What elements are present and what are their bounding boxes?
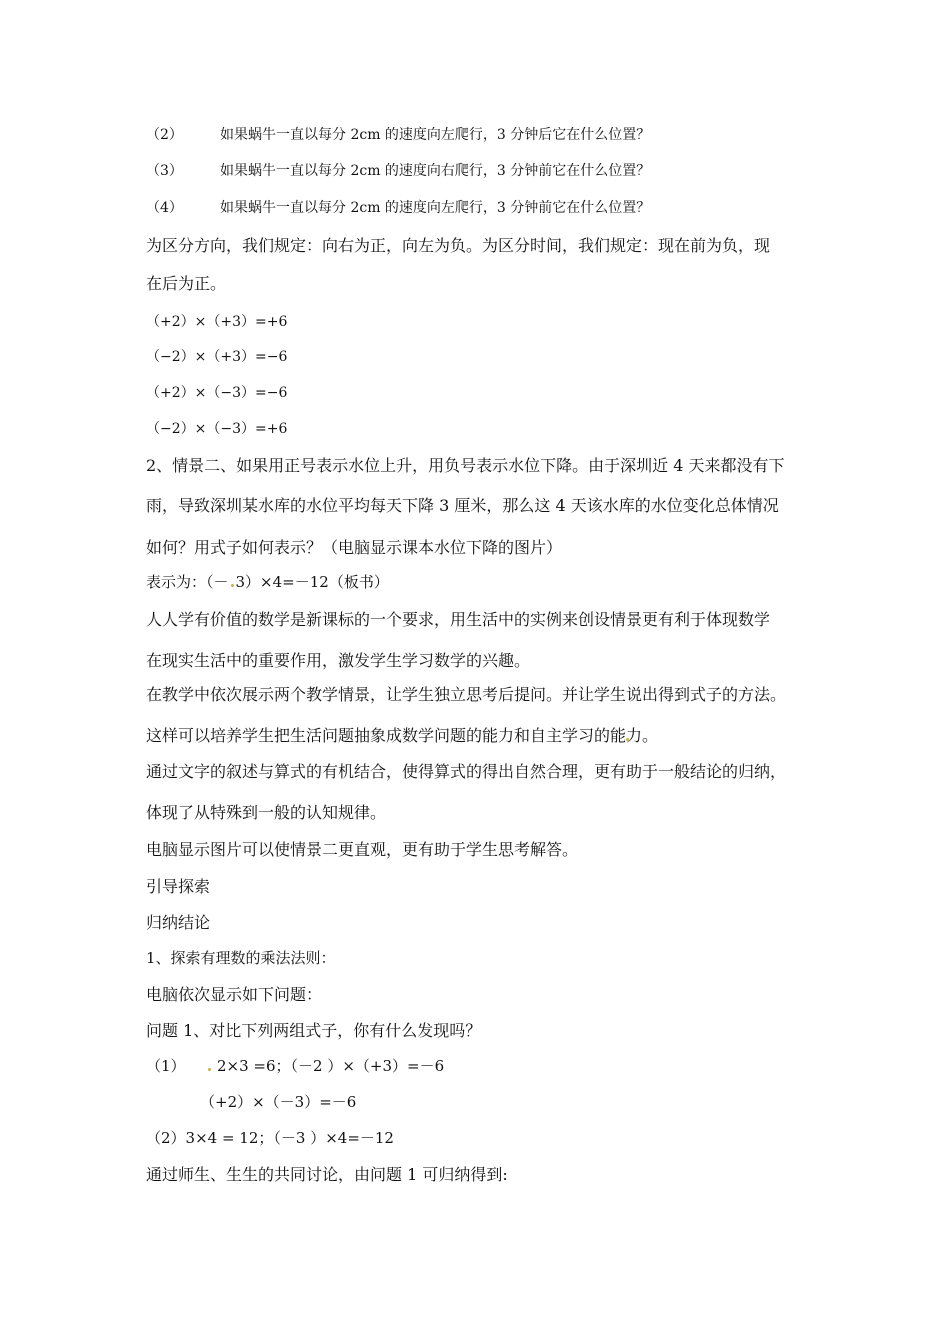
question-4-text: 如果蜗牛一直以每分 2cm 的速度向左爬行，3 分钟前它在什么位置？ [220, 200, 651, 216]
question-2-text: 如果蜗牛一直以每分 2cm 的速度向左爬行，3 分钟后它在什么位置？ [220, 127, 651, 143]
conclusion-intro: 通过师生、生生的共同讨论，由问题 1 可归纳得到: [146, 1165, 508, 1184]
paragraph-1-line-1: 人人学有价值的数学是新课标的一个要求，用生活中的实例来创设情景更有利于体现数学 [146, 610, 771, 629]
sign-rule-line-1: 为区分方向，我们规定：向右为正，向左为负。为区分时间，我们规定：现在前为负，现 [146, 236, 771, 255]
question-3-text: 如果蜗牛一直以每分 2cm 的速度向右爬行，3 分钟前它在什么位置？ [220, 163, 651, 179]
paragraph-3-line-1: 通过文字的叙述与算式的有机结合，使得算式的得出自然合理，更有助于一般结论的归纳， [146, 762, 787, 781]
stray-dot-mark [231, 584, 234, 587]
question-4 [146, 201, 650, 215]
display-intro: 电脑依次显示如下问题： [146, 985, 323, 1004]
expression-line [146, 575, 389, 590]
paragraph-2-line-1: 在教学中依次展示两个教学情景，让学生独立思考后提问。并让学生说出得到式子的方法。 [146, 685, 787, 704]
group-1-line-2: （+2）×（－3）=－6 [200, 1093, 357, 1111]
question-3-number: （3） [146, 163, 183, 179]
question-2-number: （2） [146, 127, 183, 143]
group-2-line: （2）3×4 = 12；（－3 ）×4=－12 [146, 1129, 394, 1147]
scenario-2-line-3: 如何？用式子如何表示？（电脑显示课本水位下降的图片） [146, 538, 563, 557]
heading-summary-conclusion: 归纳结论 [146, 913, 211, 932]
group-1-line-1 [146, 1059, 444, 1074]
group-1-expressions-a: 2×3 =6；（－2 ）×（+3）=－6 [217, 1057, 445, 1075]
scenario-2-line-2: 雨，导致深圳某水库的水位平均每天下降 3 厘米，那么这 4 天该水库的水位变化总体情况 [146, 496, 779, 515]
multiplication-rule-title: 1、探索有理数的乘法法则： [146, 949, 336, 967]
scenario-2-line-1: 2、情景二、如果用正号表示水位上升，用负号表示水位下降。由于深圳近 4 天来都没有下 [146, 456, 785, 475]
expression-suffix: 3）×4=－12（板书） [235, 573, 389, 591]
expression-prefix: 表示为：（－ [146, 573, 229, 591]
equation-1: （+2）×（+3）=+6 [146, 314, 288, 330]
equation-2: （−2）×（+3）=−6 [146, 349, 288, 365]
heading-guided-exploration: 引导探索 [146, 877, 211, 896]
paragraph-2-line-2-end: 力。 [626, 726, 659, 745]
paragraph-2-line-2 [146, 728, 658, 744]
paragraph-1-line-2: 在现实生活中的重要作用，激发学生学习数学的兴趣。 [146, 651, 531, 670]
stray-dot-mark-3 [208, 1068, 211, 1071]
question-1-prompt: 问题 1、对比下列两组式子，你有什么发现吗？ [146, 1021, 482, 1040]
question-3 [146, 164, 650, 178]
paragraph-2-line-2-main: 这样可以培养学生把生活问题抽象成数学问题的能力和自主学习的能 [146, 726, 627, 745]
question-4-number: （4） [146, 200, 183, 216]
paragraph-3-line-2: 体现了从特殊到一般的认知规律。 [146, 803, 387, 822]
sign-rule-line-2: 在后为正。 [146, 274, 227, 293]
equation-3: （+2）×（−3）=−6 [146, 385, 288, 401]
paragraph-4: 电脑显示图片可以使情景二更直观，更有助于学生思考解答。 [146, 840, 579, 859]
equation-4: （−2）×（−3）=+6 [146, 421, 288, 437]
question-2 [146, 128, 650, 142]
group-1-number: （1） [146, 1057, 186, 1075]
